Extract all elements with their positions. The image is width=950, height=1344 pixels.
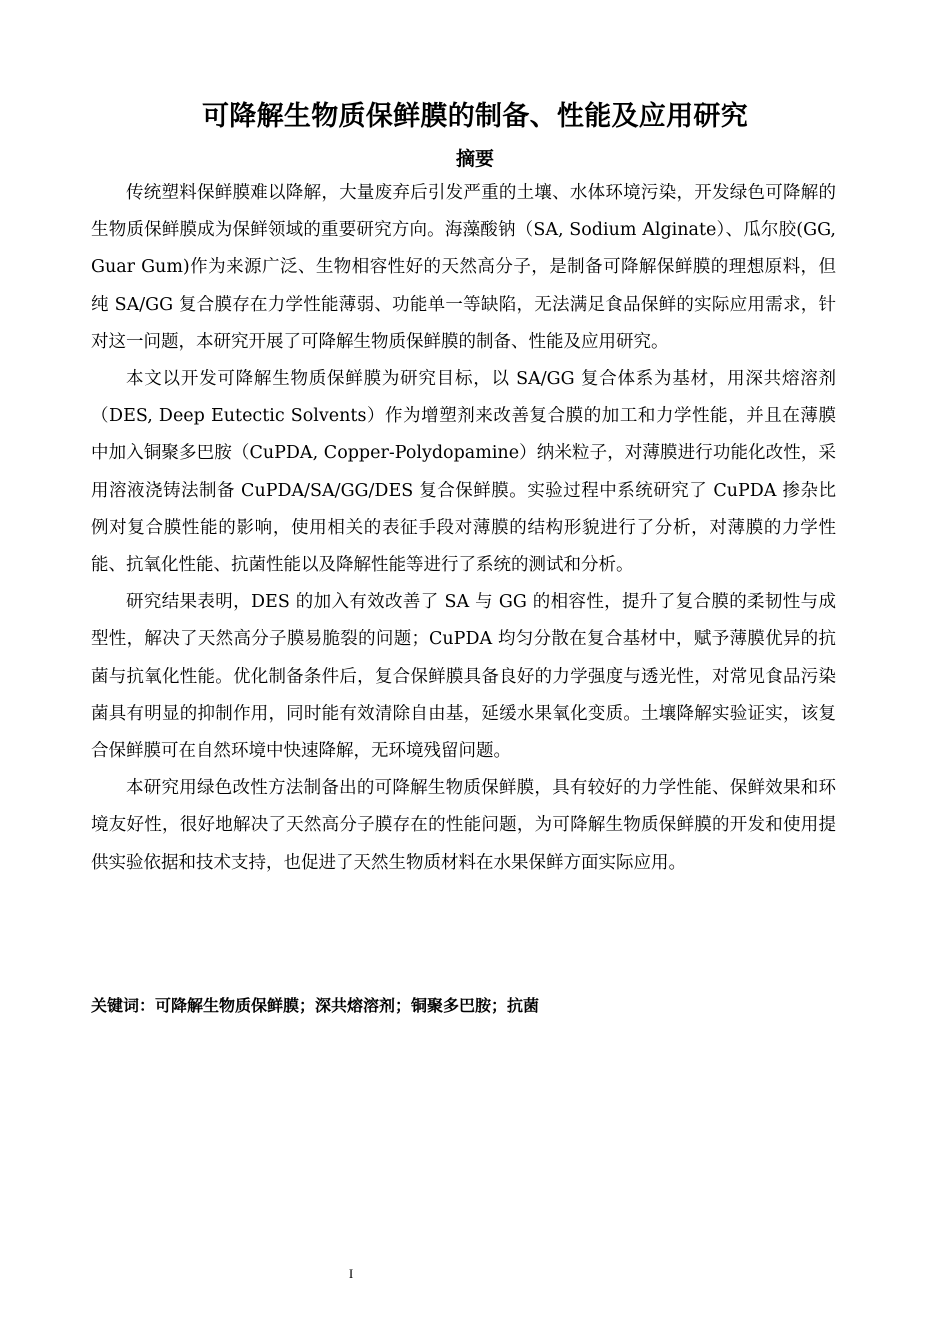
keywords-list: 可降解生物质保鲜膜；深共熔溶剂；铜聚多巴胺；抗菌 — [155, 996, 540, 1015]
page-number: I — [348, 1266, 354, 1281]
abstract-body — [91, 175, 836, 882]
keywords-line — [91, 991, 836, 1021]
abstract-paragraph-3: 研究结果表明，DES 的加入有效改善了 SA 与 GG 的相容性，提升了复合膜的柔韧性与成型性，解决了天然高分子膜易脆裂的问题；CuPDA 均匀分散在复合基材中，赋予薄膜优异的抗菌与抗氧化性能。优化制备条件后，复合保鲜膜具备良好的力学强度与透光性，对常见食品污染菌具有明显的抑制作用，同时能有效清除自由基，延缓水果氧化变质。土壤降解实验证实，该复合保鲜膜可在自然环境中快速降解，无环境残留问题。 — [91, 592, 836, 762]
abstract-paragraph-2: 本文以开发可降解生物质保鲜膜为研究目标，以 SA/GG 复合体系为基材，用深共熔溶剂（DES, Deep Eutectic Solvents）作为增塑剂来改善复合膜的加工和力学性能，并且在薄膜中加入铜聚多巴胺（CuPDA, Copper-Polydopamine）纳米粒子，对薄膜进行功能化改性，采用溶液浇铸法制备 CuPDA/SA/GG/DES 复合保鲜膜。实验过程中系统研究了 CuPDA 掺杂比例对复合膜性能的影响，使用相关的表征手段对薄膜的结构形貌进行了分析，对薄膜的力学性能、抗氧化性能、抗菌性能以及降解性能等进行了系统的测试和分析。 — [91, 369, 836, 576]
document-title: 可降解生物质保鲜膜的制备、性能及应用研究 — [202, 101, 748, 132]
abstract-heading: 摘要 — [455, 148, 494, 170]
abstract-paragraph-1: 传统塑料保鲜膜难以降解，大量废弃后引发严重的土壤、水体环境污染，开发绿色可降解的生物质保鲜膜成为保鲜领域的重要研究方向。海藻酸钠（SA, Sodium Alginate）、瓜尔胶(GG, Guar Gum)作为来源广泛、生物相容性好的天然高分子，是制备可降解保鲜膜的理想原料，但纯 SA/GG 复合膜存在力学性能薄弱、功能单一等缺陷，无法满足食品保鲜的实际应用需求，针对这一问题，本研究开展了可降解生物质保鲜膜的制备、性能及应用研究。 — [91, 183, 836, 352]
abstract-paragraph-4: 本研究用绿色改性方法制备出的可降解生物质保鲜膜，具有较好的力学性能、保鲜效果和环境友好性，很好地解决了天然高分子膜存在的性能问题，为可降解生物质保鲜膜的开发和使用提供实验依据和技术支持，也促进了天然生物质材料在水果保鲜方面实际应用。 — [91, 778, 836, 873]
keywords-label: 关键词： — [91, 996, 156, 1015]
